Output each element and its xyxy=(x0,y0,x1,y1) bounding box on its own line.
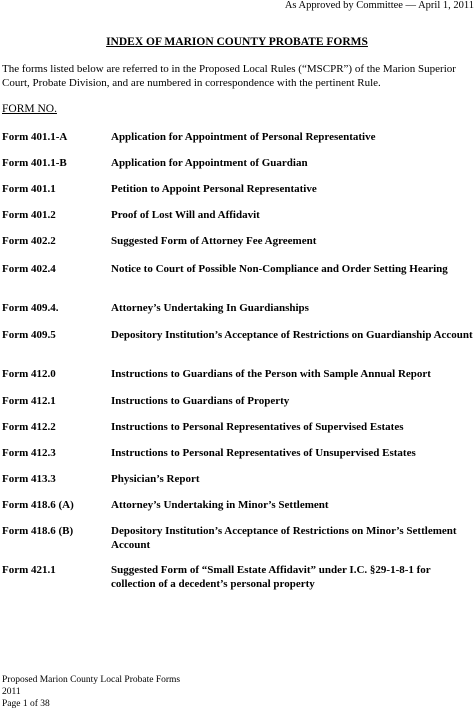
form-title: Depository Institution’s Acceptance of Restrictions on Guardianship Account xyxy=(111,329,473,341)
form-number: Form 413.3 xyxy=(2,473,56,485)
form-number: Form 412.0 xyxy=(2,368,56,380)
footer-year: 2011 xyxy=(2,687,21,697)
form-number: Form 402.2 xyxy=(2,235,56,247)
form-title: Depository Institution’s Acceptance of Restrictions on Minor’s Settlement Account xyxy=(111,525,457,551)
approval-header: As Approved by Committee — April 1, 2011 xyxy=(284,0,474,11)
intro-paragraph: The forms listed below are referred to in the Proposed Local Rules (“MSCPR”) of the Marion Superior Court, Probate Division, and are numbered in correspondence with the pertinent Rule. xyxy=(2,63,456,89)
form-number: Form 402.4 xyxy=(2,263,56,275)
form-number: Form 409.5 xyxy=(2,329,56,341)
form-title: Instructions to Guardians of Property xyxy=(111,395,290,407)
form-title: Instructions to Personal Representatives of Unsupervised Estates xyxy=(111,447,416,459)
form-number: Form 412.3 xyxy=(2,447,56,459)
form-no-heading: FORM NO. xyxy=(2,103,57,115)
form-number: Form 401.1-A xyxy=(2,131,68,143)
form-title: Physician’s Report xyxy=(111,473,200,485)
form-number: Form 418.6 (B) xyxy=(2,525,74,537)
form-number: Form 401.1 xyxy=(2,183,56,195)
form-title: Notice to Court of Possible Non-Compliance and Order Setting Hearing xyxy=(111,263,448,275)
footer-page-number: Page 1 of 38 xyxy=(2,699,50,709)
form-number: Form 401.2 xyxy=(2,209,56,221)
form-title: Application for Appointment of Personal Representative xyxy=(111,131,376,143)
form-title: Instructions to Guardians of the Person with Sample Annual Report xyxy=(111,368,431,380)
form-title: Attorney’s Undertaking In Guardianships xyxy=(111,302,309,314)
form-title: Petition to Appoint Personal Representative xyxy=(111,183,317,195)
form-title: Application for Appointment of Guardian xyxy=(111,157,308,169)
page-footer xyxy=(2,674,180,710)
form-title: Instructions to Personal Representatives of Supervised Estates xyxy=(111,421,404,433)
form-title: Suggested Form of “Small Estate Affidavit” under I.C. §29-1-8-1 for collection of a decedent’s personal property xyxy=(111,564,431,590)
form-number: Form 418.6 (A) xyxy=(2,499,74,511)
form-number: Form 401.1-B xyxy=(2,157,67,169)
page-title: INDEX OF MARION COUNTY PROBATE FORMS xyxy=(106,36,368,48)
form-number: Form 412.1 xyxy=(2,395,56,407)
form-number: Form 412.2 xyxy=(2,421,56,433)
form-number: Form 409.4. xyxy=(2,302,59,314)
form-title: Suggested Form of Attorney Fee Agreement xyxy=(111,235,317,247)
form-title: Proof of Lost Will and Affidavit xyxy=(111,209,260,221)
footer-doc-title: Proposed Marion County Local Probate Forms xyxy=(2,675,181,685)
form-number: Form 421.1 xyxy=(2,564,56,576)
form-title: Attorney’s Undertaking in Minor’s Settlement xyxy=(111,499,329,511)
